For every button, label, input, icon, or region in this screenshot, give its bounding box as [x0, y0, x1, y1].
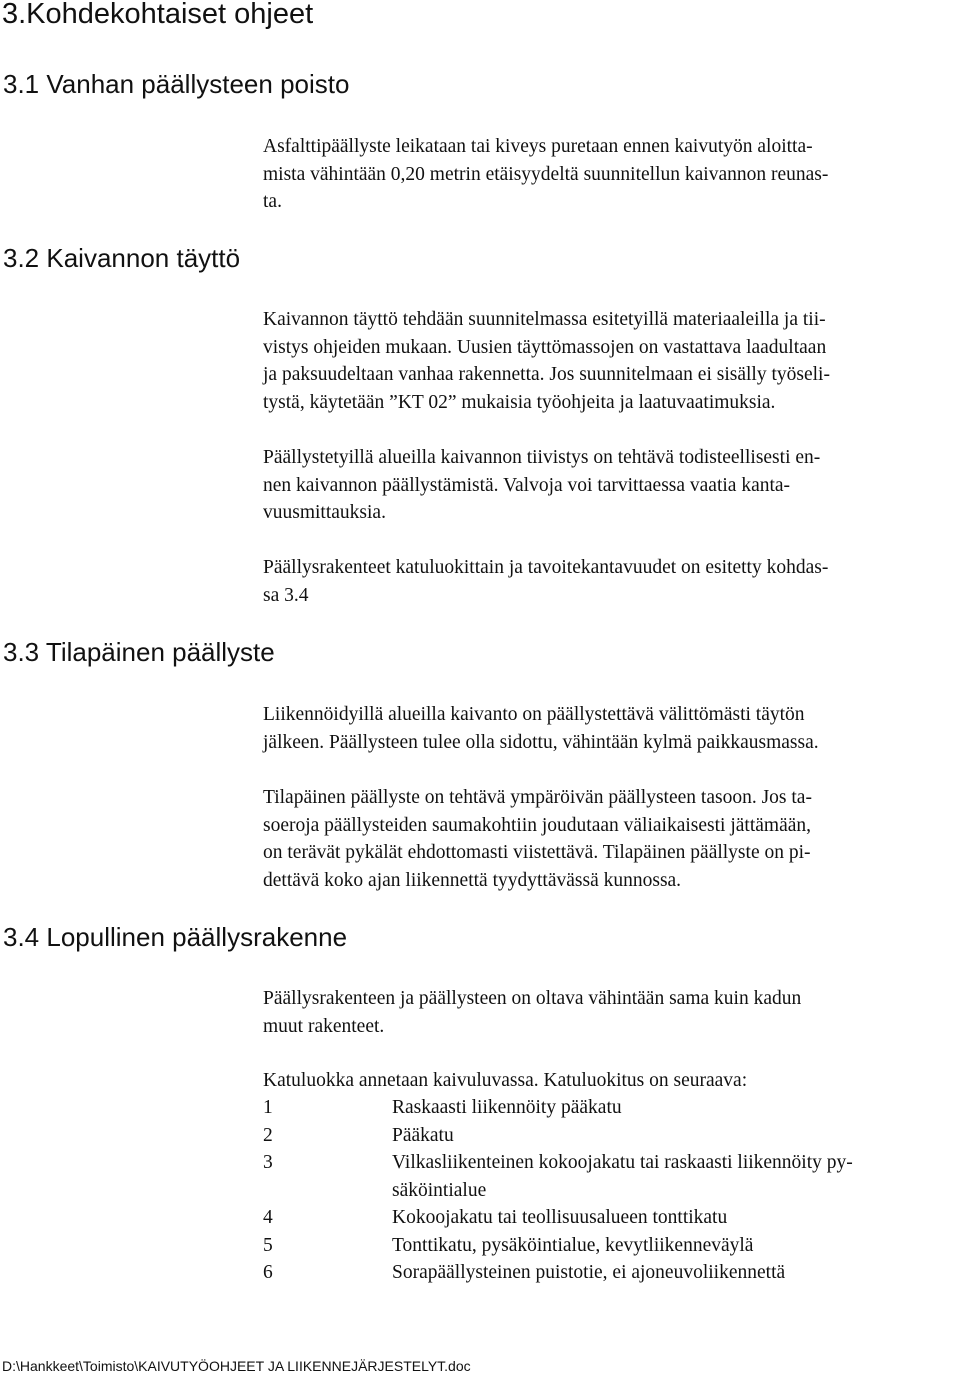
street-class-number: 4	[263, 1207, 273, 1228]
street-class-description: Tonttikatu, pysäköintialue, kevytliikenneväylä	[392, 1234, 754, 1256]
street-class-description: Raskaasti liikennöity pääkatu	[392, 1097, 622, 1118]
paragraph-3-4-2	[263, 1067, 747, 1095]
paragraph-line: tystä, käytetään ”KT 02” mukaisia työohjeita ja laatuvaatimuksia.	[263, 391, 776, 413]
page-title: 3.Kohdekohtaiset ohjeet	[2, 0, 314, 30]
paragraph-3-3-2	[263, 784, 812, 894]
paragraph-line: vistys ohjeiden mukaan. Uusien täyttömassojen on vastattava laadultaan	[263, 336, 827, 358]
paragraph-line: jälkeen. Päällysteen tulee olla sidottu, vähintään kylmä paikkausmassa.	[263, 731, 819, 753]
paragraph-line: Asfalttipäällyste leikataan tai kiveys puretaan ennen kaivutyön aloitta-	[263, 136, 813, 157]
section-heading-3-4: 3.4 Lopullinen päällysrakenne	[3, 922, 348, 952]
street-class-number: 1	[263, 1097, 273, 1118]
paragraph-3-1-1	[263, 133, 828, 216]
paragraph-line: sa 3.4	[263, 584, 309, 606]
paragraph-line: soeroja päällysteiden saumakohtiin joudutaan väliaikaisesti jättämään,	[263, 814, 811, 836]
street-class-description: Sorapäällysteinen puistotie, ei ajoneuvoliikennettä	[392, 1262, 786, 1283]
street-class-description: säköintialue	[392, 1179, 487, 1201]
paragraph-line: vuusmittauksia.	[263, 502, 386, 523]
paragraph-line: nen kaivannon päällystämistä. Valvoja voi tarvittaessa vaatia kanta-	[263, 474, 791, 496]
paragraph-line: ja paksuudeltaan vanhaa rakennetta. Jos suunnitelmaan ei sisälly työseli-	[263, 364, 830, 385]
street-class-number: 3	[263, 1152, 273, 1173]
paragraph-3-4-1	[263, 985, 801, 1040]
paragraph-3-2-2	[263, 444, 820, 527]
paragraph-line: dettävä koko ajan liikennettä tyydyttävässä kunnossa.	[263, 869, 682, 891]
paragraph-line: Päällysrakenteet katuluokittain ja tavoitekantavuudet on esitetty kohdas-	[263, 557, 829, 578]
paragraph-line: Päällysrakenteen ja päällysteen on oltava vähintään sama kuin kadun	[263, 988, 802, 1009]
paragraph-3-3-1	[263, 701, 819, 756]
paragraph-line: Katuluokka annetaan kaivuluvassa. Katuluokitus on seuraava:	[263, 1070, 748, 1091]
paragraph-line: ta.	[263, 191, 282, 212]
paragraph-line: Liikennöidyillä alueilla kaivanto on päällystettävä välittömästi täytön	[263, 704, 805, 725]
street-class-description: Kokoojakatu tai teollisuusalueen tonttikatu	[392, 1207, 728, 1228]
footer-file-path: D:\Hankkeet\Toimisto\KAIVUTYÖOHJEET JA LIIKENNEJÄRJESTELYT.doc	[2, 1358, 471, 1374]
paragraph-line: muut rakenteet.	[263, 1015, 385, 1037]
paragraph-line: Päällystetyillä alueilla kaivannon tiivistys on tehtävä todisteellisesti en-	[263, 447, 821, 468]
section-heading-3-3: 3.3 Tilapäinen päällyste	[3, 637, 275, 667]
street-class-number: 5	[263, 1234, 273, 1256]
section-heading-3-1: 3.1 Vanhan päällysteen poisto	[3, 69, 350, 99]
paragraph-line: mista vähintään 0,20 metrin etäisyydeltä suunnitellun kaivannon reunas-	[263, 163, 829, 185]
section-heading-3-2: 3.2 Kaivannon täyttö	[3, 243, 241, 273]
paragraph-line: Tilapäinen päällyste on tehtävä ympäröivän päällysteen tasoon. Jos ta-	[263, 787, 812, 808]
street-class-description: Pääkatu	[392, 1124, 454, 1146]
paragraph-3-2-1	[263, 306, 830, 416]
street-class-number: 6	[263, 1262, 273, 1283]
paragraph-line: on terävät pykälät ehdottomasti viistettävä. Tilapäinen päällyste on pi-	[263, 842, 811, 863]
paragraph-line: Kaivannon täyttö tehdään suunnitelmassa esitetyillä materiaaleilla ja tii-	[263, 309, 826, 330]
paragraph-3-2-3	[263, 554, 828, 609]
street-class-description: Vilkasliikenteinen kokoojakatu tai raskaasti liikennöity py-	[392, 1152, 853, 1173]
street-class-number: 2	[263, 1124, 273, 1146]
